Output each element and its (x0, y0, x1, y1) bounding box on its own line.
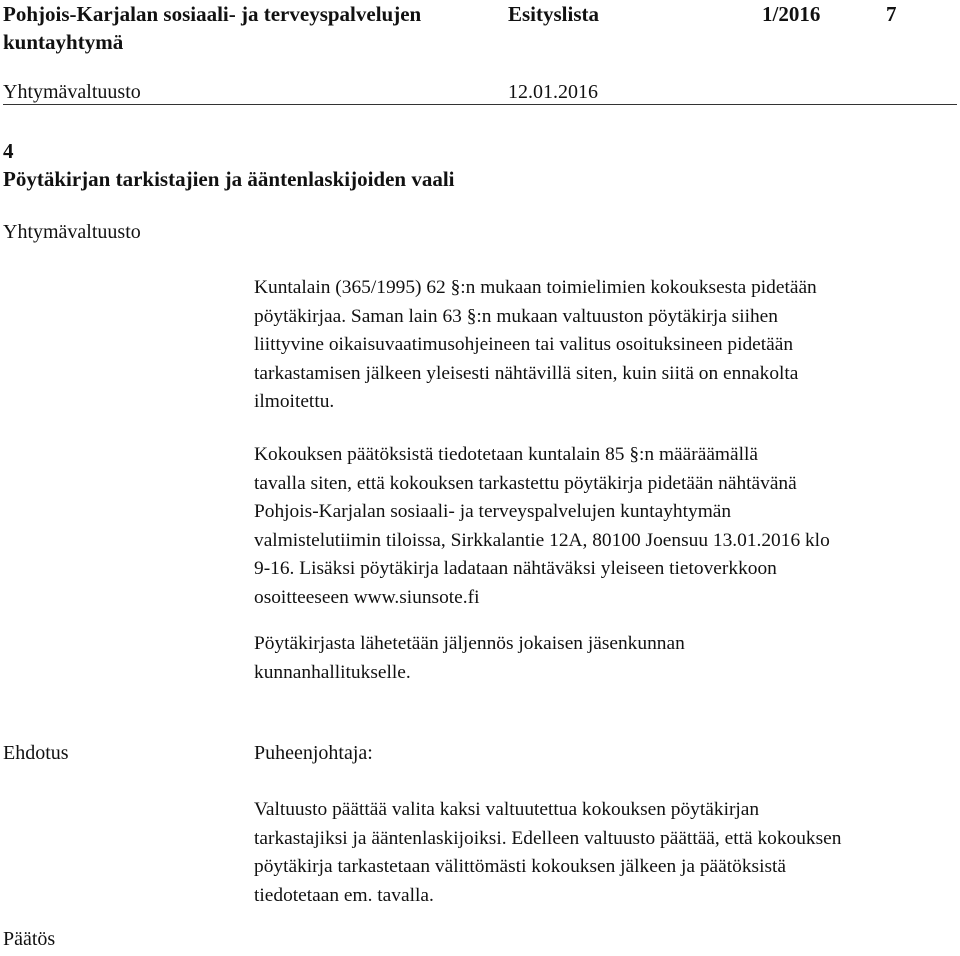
item-number: 4 (3, 139, 14, 163)
text-line: tiedotetaan em. tavalla. (254, 884, 434, 906)
text-line: tarkastamisen jälkeen yleisesti nähtävillä siten, kuin siitä on ennakolta (254, 362, 799, 384)
decision-label: Päätös (3, 928, 56, 950)
organization-name-line1: Pohjois-Karjalan sosiaali- ja terveyspalvelujen (3, 2, 422, 26)
text-line: Kokouksen päätöksistä tiedotetaan kuntalain 85 §:n määräämällä (254, 444, 758, 465)
text-line: Kuntalain (365/1995) 62 §:n mukaan toimielimien kokouksesta pidetään (254, 277, 817, 298)
proposal-label: Ehdotus (3, 742, 69, 764)
page-number: 7 (886, 2, 897, 26)
proposal-text (254, 796, 960, 910)
document-type: Esityslista (508, 2, 600, 26)
text-line: liittyvine oikaisuvaatimusohjeineen tai valitus osoituksineen pidetään (254, 334, 794, 355)
text-line: valmistelutiimin tiloissa, Sirkkalantie 12A, 80100 Joensuu 13.01.2016 klo (254, 529, 830, 551)
header-divider (3, 104, 957, 105)
issue-number: 1/2016 (762, 2, 821, 26)
text-line: Valtuusto päättää valita kaksi valtuutettua kokouksen pöytäkirjan (254, 799, 760, 820)
header-date: 12.01.2016 (508, 81, 598, 103)
text-line: pöytäkirjaa. Saman lain 63 §:n mukaan valtuuston pöytäkirja siihen (254, 305, 778, 327)
text-line: pöytäkirja tarkastetaan välittömästi kokouksen jälkeen ja päätöksistä (254, 856, 787, 877)
organization-name-line2: kuntayhtymä (3, 30, 124, 54)
paragraph-announcement (254, 441, 960, 612)
item-organ: Yhtymävaltuusto (3, 221, 141, 243)
item-title: Pöytäkirjan tarkistajien ja ääntenlaskijoiden vaali (3, 167, 455, 191)
text-line: kunnanhallitukselle. (254, 661, 411, 683)
text-line: ilmoitettu. (254, 391, 335, 412)
text-line: 9-16. Lisäksi pöytäkirja ladataan nähtäväksi yleiseen tietoverkkoon (254, 558, 777, 579)
text-line: tarkastajiksi ja ääntenlaskijoiksi. Edelleen valtuusto päättää, että kokouksen (254, 827, 842, 849)
text-line: tavalla siten, että kokouksen tarkastettu pöytäkirja pidetään nähtävänä (254, 472, 797, 494)
paragraph-legal-basis (254, 274, 960, 417)
paragraph-distribution (254, 630, 960, 687)
text-line: osoitteeseen www.siunsote.fi (254, 586, 480, 608)
text-line: Pohjois-Karjalan sosiaali- ja terveyspalvelujen kuntayhtymän (254, 501, 732, 522)
proposer-label: Puheenjohtaja: (254, 742, 373, 764)
header-body-name: Yhtymävaltuusto (3, 81, 141, 103)
text-line: Pöytäkirjasta lähetetään jäljennös jokaisen jäsenkunnan (254, 633, 685, 654)
